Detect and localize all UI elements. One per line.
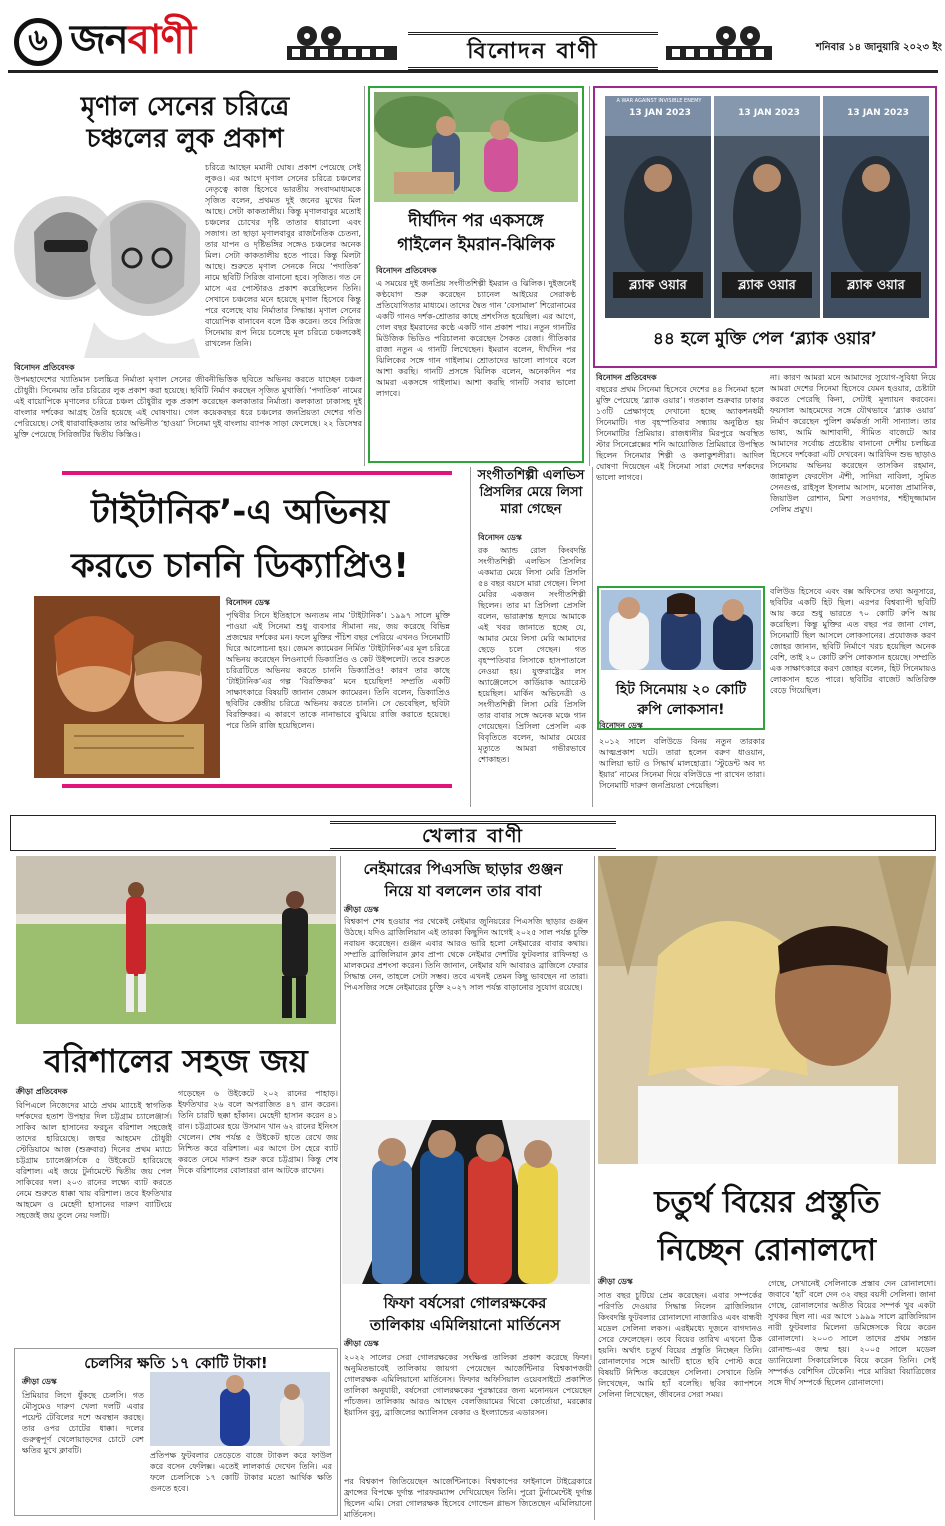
story-student-headline-2: রুপি লোকসান!	[637, 702, 725, 718]
logo	[70, 15, 195, 65]
column-divider	[340, 856, 341, 1520]
sports-banner-title: খেলার বাণী	[422, 825, 524, 847]
column-divider	[364, 86, 365, 466]
story-titanic-headline-2: করতে চাননি ডিক্যাপ্রিও!	[71, 546, 409, 586]
mrinal-chanchal-photo	[14, 162, 200, 358]
titanic-accent-bottom	[62, 784, 452, 788]
story-titanic-headline-1: টাইটানিক’-এ অভিনয়	[91, 492, 389, 532]
poster-title: ব্ল্যাক ওয়ার	[847, 278, 905, 293]
poster-date: 13 JAN 2023	[629, 108, 691, 118]
story-blackwar-text-left: বছরের প্রথম সিনেমা হিসেবে দেশের ৪৪ সিনেমা হলে মুক্তি পেয়েছে ‘ব্ল্যাক ওয়ার’। গতকাল শুক্রবার ঢাকার ১৩টি প্রেক্ষাগৃহে দেখানো হচ্ছে অ্যাকশনধর্মী সিনেমাটি। গত বৃহস্পতিবার সন্ধ্যায় অনুষ্ঠিত হয় সিনেমাটির প্রিমিয়ার। রাজধানীর মিরপুরে অবস্থিত স্টার সিনেপ্লেক্সের শনি আয়োজিত প্রিমিয়ারে উপস্থিত ছিলেন সিনেমার শিল্পী ও কলাকুশলীরা। আদিল ঘোষণা দিয়েছেন এই সিনেমা সারা দেশের দর্শকদের ভালো লাগবে।	[596, 385, 764, 482]
story-imran-headline-1: দীর্ঘদিন পর একসঙ্গে	[408, 211, 544, 231]
ronaldo-photo	[598, 856, 936, 1164]
poster-tagline: A WAR AGAINST INVISIBLE ENEMY	[616, 98, 702, 104]
story-neymar-headline-2: নিয়ে যা বললেন তার বাবা	[384, 882, 542, 900]
story-mrinal-byline: বিনোদন প্রতিবেদক	[14, 363, 75, 372]
poster-title: ব্ল্যাক ওয়ার	[738, 278, 796, 293]
story-neymar-headline-1: নেইমারের পিএসজি ছাড়ার গুঞ্জন	[363, 860, 563, 878]
titanic-accent-top	[62, 471, 452, 475]
poster-date: 13 JAN 2023	[738, 108, 800, 118]
goalkeepers-photo	[342, 1120, 590, 1284]
story-ronaldo-text-right: গেছে, সেখানেই সেলিনাকে প্রস্তাব দেন রোনালদো। জবাবে ‘হ্যাঁ’ বলে দেন ৩২ বছর বয়সী সেলিনা। জানা গেছে, রোনালদোর অতীত বিয়ের সম্পর্ক খুব একটা সুখকর ছিল না। এর আগে ১৯৯৯ সালে ব্রাজিলিয়ান নারী ফুটবলার মিলেনা ডমিঙ্গেসকে বিয়ে করেন রোনালদো। ২০০৩ সালে তাদের প্রথম সন্তান রোনাল্ড-এর জন্ম হয়। ২০০৫ সালে মডেল ড্যানিয়েলা সিকারেলিকে বিয়ে করেন তিনি। সেই সম্পর্কও বেশিদিন টেকেনি। পরে মারিয়া বিয়াত্রিজের সঙ্গে দীর্ঘ সম্পর্কে ছিলেন রোনালদো।	[768, 1279, 936, 1387]
film-reel-icon	[282, 24, 402, 64]
story-blackwar-byline: বিনোদন প্রতিবেদক	[596, 373, 657, 382]
student-of-year-photo	[601, 590, 761, 670]
chelsea-photo	[150, 1372, 330, 1446]
story-blackwar-headline: ৪৪ হলে মুক্তি পেল ‘ব্ল্যাক ওয়ার’	[652, 329, 878, 349]
story-barishal-byline: ক্রীড়া প্রতিবেদক	[16, 1087, 68, 1096]
story-ronaldo-byline: ক্রীড়া ডেস্ক	[598, 1277, 633, 1286]
story-goalkeeper-byline: ক্রীড়া ডেস্ক	[344, 1339, 379, 1348]
story-mrinal-text-bottom: উপমহাদেশের খ্যাতিমান চলচ্চিত্র নির্মাতা মৃণাল সেনের জীবনীভিত্তিক ছবিতে অভিনয় করতে যাচ্ছেন চঞ্চল চৌধুরী। সিনেমায় তাঁর চরিত্রের লুক প্রকাশ করা হয়েছে। ছবিটি নির্মাণ করছেন সৃজিত মুখার্জি। ‘পদাতিক’ নামের এই বায়োপিকে মৃণালের চরিত্রে চঞ্চল চৌধুরীর লুক প্রকাশ করেছেন কলকাতার নির্মাতা। কলকাতা ঢাকাসহ দুই বাংলার দর্শকের আগ্রহ তৈরি হয়েছে এই ঘোষণায়। গেল কয়েকবছর ধরে চঞ্চলের জনপ্রিয়তা দেশের গণ্ডি পেরিয়েছে। সেই ধারাবাহিকতায় তার অভিনীত ‘হাওয়া’ সিনেমা দুই বাংলায় ব্যাপক সাড়া ফেলেছে। ২২ ডিসেম্বর মুক্তি পেয়েছে সিরিজটির দ্বিতীয় কিস্তিও।	[14, 375, 362, 439]
story-goalkeeper-headline-2: তালিকায় এমিলিয়ানো মার্তিনেস	[369, 1316, 561, 1334]
story-student-text-right: বলিউড হিসেবে এবং বক্স অফিসের তথ্য অনুসারে, ছবিটির একটি হিট ছিল। এরপর বিশ্বব্যাপী ছবিটি আয় করে শুধু ভারতে ৭০ কোটি রুপি আয় করেছিল। কিন্তু মুক্তির এত বছর পর জানা গেল, সিনেমাটি ছিল আসলে লোকসানের। প্রযোজক করণ জোহর জানান, ছবিটি নির্মাণে খরচ হয়েছিল অনেক বেশি, তাই ২০ কোটি রুপি লোকসান হয়েছে। সম্প্রতি এক সাক্ষাৎকারে করণ জোহর বলেন, হিট সিনেমায়ও লোকসান হতে পারে। ছবিটির বাজেট অতিরিক্ত বেড়ে গিয়েছিল।	[770, 587, 936, 695]
story-chelsea-text-left: প্রিমিয়ার লিগে ধুঁকছে চেলসি। গত মৌসুমেও দারুণ খেলা দলটি এবার পয়েন্ট টেবিলের দশে অবস্থান করছে। তার ওপর চোটের ধাক্কা। দলের গুরুত্বপূর্ণ খেলোয়াড়দের চোটে বেশ ক্ষতির মুখে ক্লাবটি।	[22, 1391, 144, 1455]
story-imran-byline: বিনোদন প্রতিবেদক	[376, 266, 437, 275]
story-mrinal-headline-2: চঞ্চলের লুক প্রকাশ	[86, 124, 284, 154]
logo-part-1: জন	[70, 17, 128, 63]
masthead-rule	[8, 70, 938, 73]
column-divider	[470, 467, 471, 807]
section-title: বিনোদন বাণী	[467, 39, 599, 64]
story-goalkeeper-text-right: পর বিশ্বকাপ জিতিয়েছেন আর্জেন্টিনাকে। বিশ্বকাপের ফাইনালে টাইব্রেকারে ফ্রান্সের বিপক্ষে দুর্দান্ত পারফরম্যান্স দেখিয়েছেন তিনি। পুরো টুর্নামেন্টেই দুর্দান্ত ছিলেন এমি। সেরা গোলরক্ষক হিসেবে গোল্ডেন গ্লাভস জিতেছেন এমিলিয়ানো মার্তিনেস।	[344, 1477, 592, 1519]
story-imran-headline-2: গাইলেন ইমরান-ঝিলিক	[397, 235, 555, 255]
cricket-photo	[16, 856, 336, 1024]
titanic-photo	[34, 596, 220, 778]
column-divider	[592, 467, 593, 807]
story-mrinal-text-right: চরিত্রে আছেন মমানী ঘোষ। প্রকাশ পেয়েছে সেই লুকও। এর আগে মৃণাল সেনের চরিত্রে চঞ্চলের নেতৃত্বে কাজ হিসেবে ভারতীয় সংবাদমাধ্যমকে সৃজিত বলেন, প্রথমত দুই জনের মুখের মিল আছে। সেটা কাকতালীয়। কিন্তু মৃণালবাবুর মতোই চঞ্চলের চোখের দৃষ্টি তাতার ধারালো এবং সজাগ। তা ছাড়া মৃণালবাবুর রাজনৈতিক চেতনা, তার যাপন ও দৃষ্টিভঙ্গির সঙ্গেও চঞ্চলের অনেক মিল। সেটা কাকতালীয় হতে পারে। কিন্তু মিলটা আছে। শুরুতে মৃণাল সেনকে নিয়ে ‘পদাতিক’ নামে ছবিটি সিরিজ বানানো হবে। সৃজিত। গত নে মাসে এর পোস্টারও প্রকাশ করেছিলেন তিনি। সেখানে চঞ্চলের মনে হয়েছে মৃণাল হিসেবে কিন্তু পরে বলেছে যায় নির্মাতার সিদ্ধান্ত। মৃণাল সেনের বায়োপিক বানাবেন বলে ঠিক করেন। তবে সিরিজ সিনেমায় রূপ নিয়ে চলেছে মূল চরিত্রে চঞ্চলকেই রাখলেন তিনি।	[205, 163, 361, 348]
story-goalkeeper-headline-1: ফিফা বর্ষসেরা গোলরক্ষকের	[383, 1294, 547, 1312]
story-chelsea-byline: ক্রীড়া ডেস্ক	[22, 1377, 57, 1386]
masthead	[0, 0, 945, 70]
story-lisa-headline: সংগীতশিল্পী এলভিস প্রিসলির মেয়ে লিসা মারা গেছেন	[477, 468, 585, 517]
story-neymar-byline: ক্রীড়া ডেস্ক	[344, 905, 379, 914]
issue-date: শনিবার ১৪ জানুয়ারি ২০২৩ ইং	[815, 42, 942, 53]
story-ronaldo-headline-1: চতুর্থ বিয়ের প্রস্তুতি	[654, 1185, 880, 1220]
story-ronaldo-headline-2: নিচ্ছেন রোনালদো	[657, 1233, 877, 1268]
story-lisa-text: রক অ্যান্ড রোল কিংবদন্তি সংগীতশিল্পী এলভিস প্রিসলির একমাত্র মেয়ে লিসা মেরি প্রিসলি ৫৪ বছর বয়সে মারা গেছেন। লিসা মেরির একজন সংগীতশিল্পী ছিলেন। তার মা প্রিসিলা প্রেসলি বলেন, ভারাক্রান্ত হৃদয়ে আমাকে এই খবর জানাতে হচ্ছে যে, আমার মেয়ে লিসা মেরি আমাদের ছেড়ে চলে গেছেন। গত বৃহস্পতিবার লিসাকে হাসপাতালে নেওয়া হয়। যুক্তরাষ্ট্রের লস অ্যাঞ্জেলেসে কার্ডিয়াক অ্যারেস্ট হয়েছিল। মার্কিন অভিনেত্রী ও সংগীতশিল্পী লিসা মেরি প্রিসলি তার বাবার সঙ্গে অনেক মঞ্চে গান গেয়েছেন। প্রিসিলা প্রেসলি এক বিবৃতিতে বলেন, আমার মেয়ের মৃত্যুতে আমরা গভীরভাবে শোকাহত।	[478, 546, 586, 764]
story-imran-text: এ সময়ের দুই জনপ্রিয় সংগীতশিল্পী ইমরান ও ঝিলিক। দুইজনেই কণ্ঠযোগ শুরু করেছেন চ্যানেল আইয়ের সেরাকণ্ঠ প্রতিযোগিতার মাধ্যমে। তাদের দ্বৈত গান ‘বেসামাল’ শিরোনামের একটি গানও দর্শক-শ্রোতার কাছে প্রশংসিত হয়েছিল। এর আগে, গেল বছর ইমরানের কণ্ঠে একটি গান প্রকাশ পায়। নতুন গানটির মিউজিক ভিডিও পরিচালনা করেছেন সৈকত রেজা। গীতিকার রাজা নতুন এ গানটি লিখেছেন। ইমরান বলেন, দীর্ঘদিন পর ঝিলিকের সঙ্গে গান গাইলাম। শ্রোতাদের ভালো লাগবে বলে আশা করছি। গানটি প্রসঙ্গে ঝিলিক বলেন, অনেকদিন পর আমরা একসঙ্গে গাইলাম। আশা করছি গানটি সবার ভালো লাগবে।	[376, 279, 576, 398]
film-reel-icon	[664, 24, 774, 64]
story-titanic-byline: বিনোদন ডেস্ক	[226, 598, 270, 607]
poster-title: ব্ল্যাক ওয়ার	[629, 278, 687, 293]
story-mrinal-headline-1: মৃণাল সেনের চরিত্রে	[80, 92, 290, 122]
story-student-text-left: ২০১২ সালে বলিউডে বিনয় নতুন তারকার আত্মপ্রকাশ ঘটে। তারা হলেন বরুণ ধাওয়ান, আলিয়া ভাট ও সিদ্ধার্থ মালহোত্রা। ‘স্টুডেন্ট অব দ্য ইয়ার’ নামের সিনেমা দিয়ে বলিউডে পা রাখেন তারা। সিনেমাটি দারুণ জনপ্রিয়তা পেয়েছিল।	[599, 737, 765, 790]
story-student-headline-1: হিট সিনেমায় ২০ কোটি	[615, 682, 747, 698]
logo-part-2: বাণী	[127, 17, 196, 63]
story-blackwar-text-right: না। কারণ আমরা মনে আমাদের সুযোগ-সুবিধা নিয়ে আমরা দেশের সিনেমা হিসেবে যেমন হওয়ার, চেষ্টাটা করতে পেরেছি কিনা, সেটাই মূল্যায়ন করবেন। ফয়সাল আহমেদের সঙ্গে যৌথভাবে ‘ব্ল্যাক ওয়ার’ নির্মাণ করেছেন পুলিশ কর্মকর্তা সানী সান্যাল। তার ভাষ্য, আমি আশাবাদী, সীমিত বাজেটে আর আমাদের সর্বোচ্চ প্রচেষ্টায় বানানো দেশীয় চলচ্চিত্র হিসেবে দর্শকেরা এটি দেখবেন। আরিফিন শুভ ছাড়াও সিনেমায় অভিনয় করেছেন তাসকিন রহমান, জান্নাতুল ফেরদৌস ঐশী, সাদিয়া নাবিলা, সুমিত সেনগুপ্ত, রাইসুল ইসলাম আসাদ, মনোজ প্রামানিক, জিয়াউল রোশান, মিশা সওদাগর, শহীদুজ্জামান সেলিম প্রমুখ।	[770, 373, 936, 514]
story-ronaldo-text-left: সাত বছর চুটিয়ে প্রেম করেছেন। এবার সম্পর্কের পরিণতি দেওয়ার সিদ্ধান্ত নিলেন ব্রাজিলিয়ান কিংবদন্তি ফুটবলার রোনালদো নাজারিও এবং বান্ধবী মডেল সেলিনা লকস। এরইমধ্যে দুজনে বাগদানও সেরে ফেলেছেন। তবে বিয়ের তারিখ এখনো ঠিক হয়নি। অর্থাৎ চতুর্থ বিয়ের প্রস্তুতি নিচ্ছেন তিনি। রোনালদোর সঙ্গে আংটি হাতে ছবি পোস্ট করে বিষয়টি নিশ্চিত করেছেন সেলিনা। সেখানে তিনি লিখেছেন, আমি হ্যাঁ বলেছি। ছবির ক্যাপশনে সেলিনা লিখেছেন, জীবনের সেরা সময়।	[598, 1291, 762, 1399]
column-divider	[594, 856, 595, 1520]
imran-jhilik-photo	[374, 92, 578, 202]
story-lisa-byline: বিনোদন ডেস্ক	[478, 533, 522, 542]
story-titanic-text: পৃথিবীর সিনে ইতিহাসে অন্যতম নাম ‘টাইটানিক’। ১৯৯৭ সালে মুক্তি পাওয়া এই সিনেমা শুধু ব্যবসার সীমানা নয়, জয় করেছে বিভিন্ন প্রজন্মের দর্শকের মন। ফলে মুক্তির পঁচিশ বছর পেরিয়ে এখনও সিনেমাটি ঘিরে আলোচনা হয়। জেমস ক্যামেরন নির্মিত ‘টাইটানিক’এর মূল চরিত্রে অভিনয় করেছেন লিওনার্দো ডিক্যাপ্রিও ও কেট উইন্সলেট। তবে শুরুতে চরিত্রটিতে অভিনয় করতে চাননি ডিক্যাপ্রিও! কারণ তার কাছে ‘টাইটানিক’এর গল্প ‘বিরক্তিকর’ মনে হয়েছিল! সম্প্রতি একটি সাক্ষাৎকারে বিষয়টি জানান জেমস ক্যামেরন। তিনি বলেন, ডিক্যাপ্রিও ছবিটির কেন্দ্রীয় চরিত্রে অভিনয় করতে চাননি। সে ভেবেছিল, ছবিটা বিরক্তিকর। এ কারণে তাকে নানাভাবে বুঝিয়ে রাজি করাতে হয়েছে। পরে তিনি রাজি হয়েছিলেন।	[226, 611, 450, 730]
poster-date: 13 JAN 2023	[847, 108, 909, 118]
story-neymar-text: বিশ্বকাপ শেষ হওয়ার পর থেকেই নেইমার জুনিয়রের পিএসজি ছাড়ার গুঞ্জন উঠছে। যদিও ব্রাজিলিয়ান এই তারকা কিছুদিন আগেই ২০২৫ সাল পর্যন্ত চুক্তি নবায়ন করেছেন। গুঞ্জন এবার আরও ভারি হলো নেইমারের বাবার কথায়। সম্প্রতি ব্রাজিলিয়ান ক্লাব প্রাপ্য থেকে নেইমার দেশটির ফুটবলার রাফিনহা ও মালকমের প্রশংসা করেন। তিনি জানান, নেইমার যদি আবারও ব্রাজিলে ফেরার সিদ্ধান্ত নেন, তাহলে সেটা সম্ভব। তবে এখনই তেমন কিছু ভাবছেন না তারা। পিএসজির সঙ্গে নেইমারের চুক্তি ২০২৭ সাল পর্যন্ত বাড়ানোর সুযোগ রয়েছে।	[344, 917, 588, 992]
story-goalkeeper-text-left: ২০২২ সালের সেরা গোলরক্ষকের সংক্ষিপ্ত তালিকা প্রকাশ করেছে ফিফা। অনুমিতভাবেই তালিকায় জায়গা পেয়েছেন আর্জেন্টিনার বিশ্বকাপজয়ী গোলরক্ষক এমিলিয়ানো মার্তিনেস। ফিফার অফিসিয়াল ওয়েবসাইটে প্রকাশিত তালিকা অনুযায়ী, বর্ষসেরা গোলরক্ষকের পুরস্কারের জন্য মনোনয়ন পেয়েছেন পাঁচজন। তালিকায় আরও আছেন বেলজিয়ামের থিবো কোর্তোয়া, মরক্কোর ইয়াসিন বুনু, ব্রাজিলের অ্যালিসন বেকার ও ইংল্যান্ডের এডারসন।	[344, 1353, 592, 1417]
story-barishal-text-left: বিপিএলে নিজেদের মাঠে প্রথম ম্যাচেই স্বাগতিক দর্শকদের হতাশ উপহার দিল চট্টগ্রাম চ্যালেঞ্জার্স। সাকিব আল হাসানের ফরচুন বরিশাল সহজেই তাদের হারিয়েছে। জহুর আহমেদ চৌধুরী স্টেডিয়ামে আজ (শুক্রবার) দিনের প্রথম ম্যাচে চট্টগ্রাম চ্যালেঞ্জার্সকে ৫ উইকেটে হারিয়েছে বরিশাল। এই জয়ে টুর্নামেন্টে দ্বিতীয় জয় পেল সাকিবের দল। ২০৩ রানের লক্ষ্যে ব্যাট করতে নেমে শুরুতে ধাক্কা খায় বরিশাল। তবে ইফতিখার আহমেদ ও মেহেদী হাসানের দারুণ ব্যাটিংয়ে সহজেই জয় তুলে নেয় দলটি।	[16, 1101, 172, 1220]
story-student-byline: বিনোদন ডেস্ক	[599, 721, 643, 730]
story-barishal-headline: বরিশালের সহজ জয়	[44, 1042, 308, 1080]
story-chelsea-text-right: প্রতিপক্ষ ফুটবলার তেড়েতে বাজে ট্যাকল করে ফাউল করে বসেন ফেলিক্স। এতেই লালকার্ড দেখেন তিনি। এর ফলে চেলসিকে ১৭ কোটি টাকার মতো আর্থিক ক্ষতি গুনতে হবে।	[150, 1451, 332, 1493]
story-barishal-text-right: গড়েছেন ৬ উইকেটে ২০২ রানের পাহাড়। ইফতিখার ২৬ বলে অপরাজিত ৪৭ রান করেন। তিনি চারটি ছক্কা হাঁকান। মেহেদী হাসান করেন ৪১ রান। চট্টগ্রামের হয়ে উসমান খান ৬২ রানের ইনিংস খেলেন। শেষ পর্যন্ত ৫ উইকেট হাতে রেখে জয় নিশ্চিত করে বরিশাল। এর আগে টস হেরে ব্যাট করতে নেমে দারুণ শুরু করে চট্টগ্রাম। কিন্তু শেষ দিকে বরিশালের বোলাররা রান আটকে রাখেন।	[178, 1089, 338, 1175]
column-divider	[589, 86, 590, 466]
page-number-text: ৬	[28, 23, 48, 58]
story-chelsea-headline: চেলসির ক্ষতি ১৭ কোটি টাকা!	[84, 1354, 268, 1372]
